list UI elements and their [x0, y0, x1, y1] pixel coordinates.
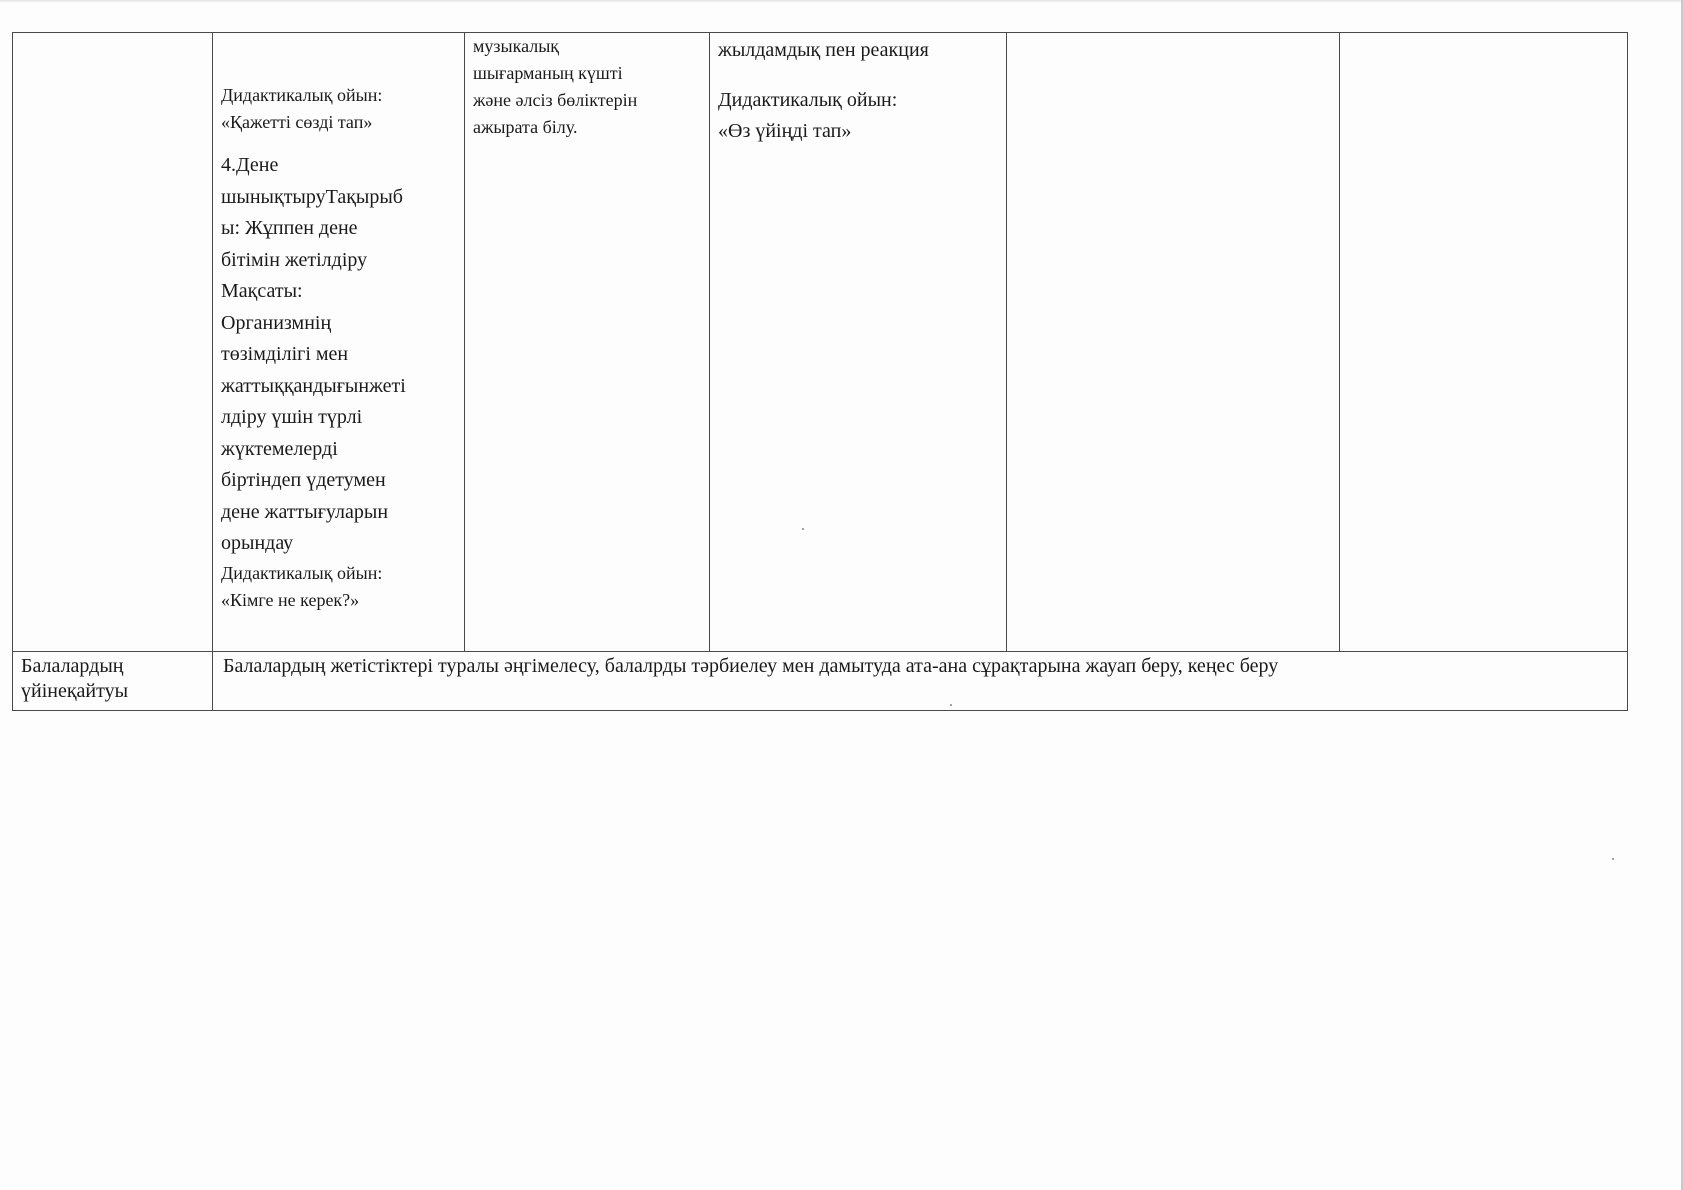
- cell-line: жылдамдық пен реакция: [718, 39, 929, 61]
- cell-line: жаттыққандығынжеті: [221, 374, 406, 397]
- table-cell-music: [465, 33, 710, 652]
- cell-line: лдіру үшін түрлі: [221, 406, 363, 428]
- cell-line: орындау: [221, 532, 294, 554]
- table-cell-empty: [1340, 33, 1628, 652]
- cell-line: дене жаттығуларын: [221, 500, 389, 523]
- scan-speck: [1612, 858, 1614, 860]
- game-label: Дидактикалық ойын:: [718, 88, 898, 111]
- cell-line: 4.Дене: [221, 154, 279, 176]
- cell-line: төзімділігі мен: [221, 343, 349, 365]
- cell-line: Мақсаты:: [221, 280, 303, 302]
- cell-line: шынықтыруТақырыб: [221, 185, 403, 208]
- game-label: Дидактикалық ойын:: [221, 85, 383, 105]
- cell-line: музыкалық: [473, 36, 560, 56]
- cell-line: шығарманың күшті: [473, 63, 623, 83]
- row-label-cell: [13, 652, 213, 711]
- cell-line: ы: Жұппен дене: [221, 217, 358, 239]
- cell-line: және әлсіз бөліктерін: [473, 90, 638, 110]
- scan-speck: [950, 704, 952, 706]
- table-cell-empty: [1007, 33, 1340, 652]
- table-cell-reaction: [710, 33, 1007, 652]
- game-title: «Өз үйіңді тап»: [718, 120, 852, 142]
- table-row: [13, 652, 1628, 711]
- scan-speck: [802, 528, 804, 530]
- table-cell-physical-education: [213, 33, 465, 652]
- row-content-text: Балалардың жетістіктері туралы әңгімелесу, балалрды тәрбиелеу мен дамытуда ата-ана сұрақтарына жауап беру, кеңес беру: [223, 655, 1279, 677]
- cell-line: біртіндеп үдетумен: [221, 469, 386, 491]
- cell-line: жүктемелерді: [221, 437, 338, 460]
- row-label-line: Балалардың: [21, 655, 124, 677]
- game-label: Дидактикалық ойын:: [221, 562, 383, 583]
- cell-line: бітімін жетілдіру: [221, 248, 368, 271]
- game-title: «Қажетті сөзді тап»: [221, 112, 373, 132]
- game-title: «Кімге не керек?»: [221, 589, 360, 610]
- schedule-table: [12, 32, 1628, 711]
- table-row: [13, 33, 1628, 652]
- scan-top-edge: [0, 0, 1683, 3]
- cell-line: ажырата білу.: [473, 117, 578, 137]
- row-label-line: үйінеқайтуы: [21, 680, 129, 702]
- table-cell-empty: [13, 33, 213, 652]
- cell-line: Организмнің: [221, 311, 332, 334]
- row-content-cell: [213, 652, 1628, 711]
